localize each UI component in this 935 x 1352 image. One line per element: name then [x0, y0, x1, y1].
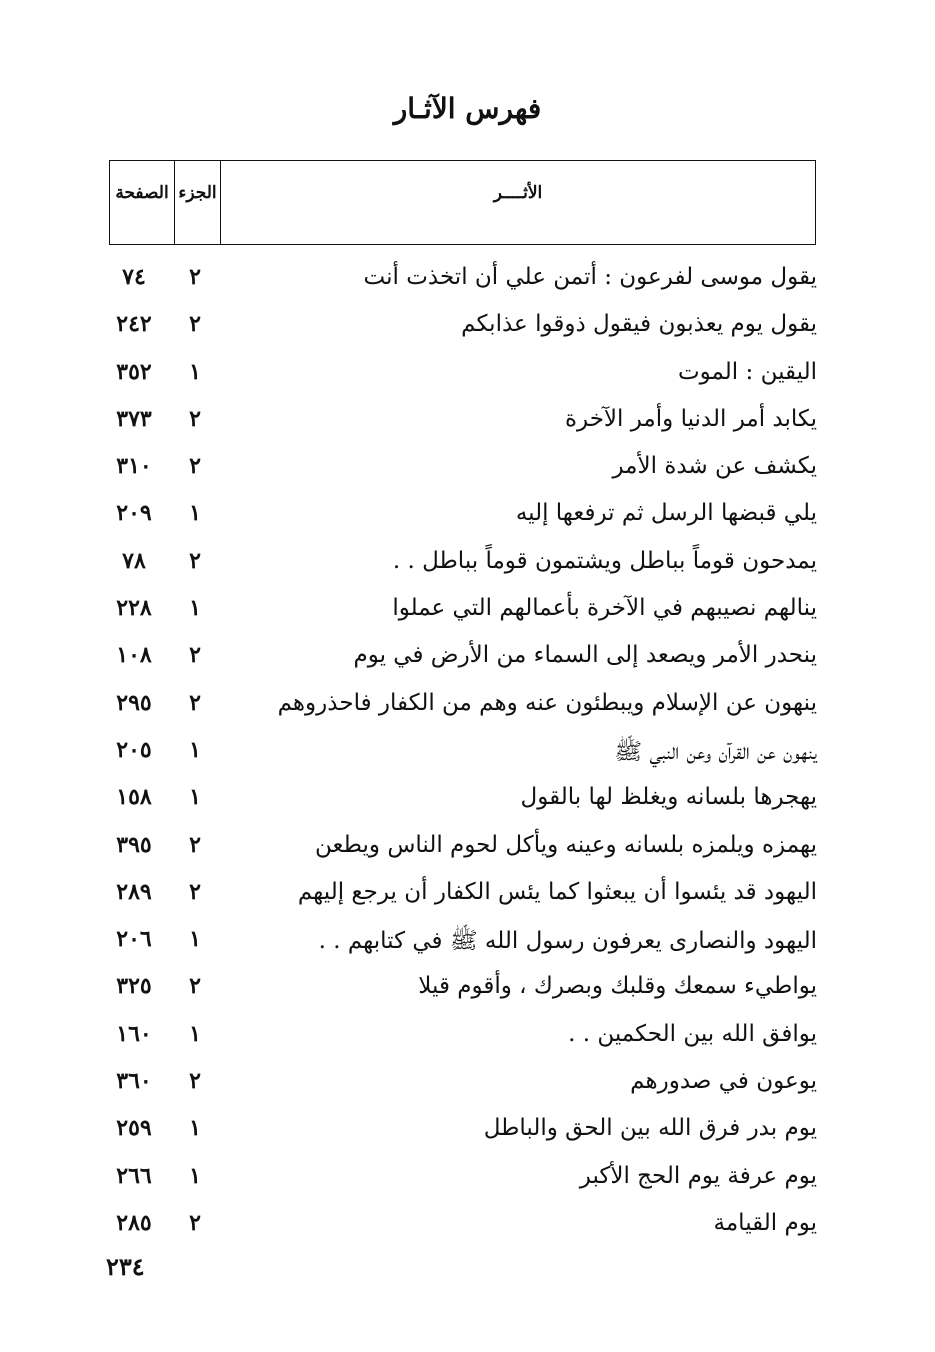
page-title: فهرس الآثـار — [393, 92, 542, 125]
page-ref: ٢٠٥ — [116, 736, 152, 763]
page-ref: ٢٥٩ — [116, 1115, 152, 1142]
juz-number: ٢ — [189, 264, 201, 290]
page-ref: ٢٠٩ — [116, 500, 152, 527]
table-row — [0, 1113, 935, 1160]
table-row — [0, 1161, 935, 1208]
table-row — [0, 262, 935, 309]
table-row — [0, 1066, 935, 1113]
athar-text: يلي قبضها الرسل ثم ترفعها إليه — [515, 500, 817, 527]
athar-text: يمدحون قوماً بباطل ويشتمون قوماً بباطل . . — [392, 547, 817, 574]
table-row — [0, 877, 935, 924]
table-row — [0, 309, 935, 356]
index-rows — [0, 262, 935, 1255]
juz-number: ٢ — [189, 1068, 201, 1095]
juz-number: ١ — [189, 926, 201, 953]
page-ref: ٣٢٥ — [116, 973, 152, 1000]
athar-text: يقول يوم يعذبون فيقول ذوقوا عذابكم — [461, 311, 817, 338]
athar-text: يهمزه ويلمزه بلسانه وعينه ويأكل لحوم الناس ويطعن — [315, 831, 817, 858]
juz-number: ١ — [189, 358, 201, 385]
table-row — [0, 593, 935, 640]
table-row — [0, 451, 935, 498]
table-row — [0, 498, 935, 545]
page-ref: ٣١٠ — [116, 453, 152, 480]
index-table-header — [109, 160, 816, 245]
table-row — [0, 735, 935, 782]
page-ref: ١٠٨ — [116, 642, 152, 669]
juz-number: ٢ — [189, 831, 201, 858]
header-page: الصفحة — [115, 183, 169, 203]
athar-text: يوم القيامة — [713, 1209, 817, 1236]
page-ref: ٢٠٦ — [116, 926, 152, 953]
page-ref: ٢٤٢ — [116, 311, 152, 338]
page-ref: ٢٦٦ — [116, 1162, 152, 1189]
juz-number: ٢ — [189, 1209, 201, 1236]
page-ref: ١٦٠ — [116, 1020, 152, 1047]
juz-number: ٢ — [189, 453, 201, 480]
header-juz: الجزء — [174, 161, 220, 244]
page-ref: ٧٤ — [122, 264, 146, 290]
table-row — [0, 971, 935, 1018]
juz-number: ٢ — [189, 405, 201, 432]
page-ref: ١٥٨ — [116, 784, 152, 811]
page-ref: ٢٨٩ — [116, 878, 152, 905]
page-number: ٢٣٤ — [106, 1252, 145, 1281]
athar-text: يهجرها بلسانه ويغلظ لها بالقول — [520, 784, 817, 811]
juz-number: ١ — [189, 1020, 201, 1047]
header-athar: الأثــــر — [220, 161, 815, 244]
page-ref: ٣٥٢ — [116, 358, 152, 385]
athar-text: ينالهم نصيبهم في الآخرة بأعمالهم التي عملوا — [392, 595, 817, 622]
page-ref: ٧٨ — [122, 547, 146, 574]
athar-text: اليهود والنصارى يعرفون رسول الله ﷺ في كتابهم . . — [318, 928, 817, 955]
athar-text: ينحدر الأمر ويصعد إلى السماء من الأرض في يوم — [353, 642, 817, 669]
table-row — [0, 1019, 935, 1066]
table-row — [0, 404, 935, 451]
juz-number: ١ — [189, 1162, 201, 1189]
table-row — [0, 1208, 935, 1255]
athar-text: اليقين : الموت — [677, 358, 817, 385]
athar-text: يكشف عن شدة الأمر — [612, 453, 817, 480]
athar-text: يوعون في صدورهم — [630, 1068, 817, 1095]
table-row — [0, 546, 935, 593]
page-ref: ٢٢٨ — [116, 595, 152, 622]
juz-number: ١ — [189, 595, 201, 622]
athar-text: يواطيء سمعك وقلبك وبصرك ، وأقوم قيلا — [418, 973, 817, 1000]
athar-text: يكابد أمر الدنيا وأمر الآخرة — [564, 405, 817, 432]
page-ref: ٣٧٣ — [116, 405, 152, 432]
juz-number: ٢ — [189, 973, 201, 1000]
athar-text: يوافق الله بين الحكمين . . — [568, 1020, 817, 1047]
juz-number: ٢ — [189, 642, 201, 669]
juz-number: ٢ — [189, 547, 201, 574]
juz-number: ١ — [189, 784, 201, 811]
juz-number: ١ — [189, 500, 201, 527]
page-ref: ٣٦٠ — [116, 1068, 152, 1095]
juz-number: ٢ — [189, 689, 201, 716]
athar-text: يوم عرفة يوم الحج الأكبر — [579, 1162, 817, 1189]
athar-text: يقول موسى لفرعون : أتمن علي أن اتخذت أنت — [363, 264, 817, 290]
athar-text: اليهود قد يئسوا أن يبعثوا كما يئس الكفار أن يرجع إليهم — [297, 878, 817, 905]
page-ref: ٢٩٥ — [116, 689, 152, 716]
juz-number: ١ — [189, 736, 201, 763]
athar-text: يوم بدر فرق الله بين الحق والباطل — [483, 1115, 817, 1142]
page-ref: ٣٩٥ — [116, 831, 152, 858]
table-row — [0, 640, 935, 687]
juz-number: ١ — [189, 1115, 201, 1142]
page-ref: ٢٨٥ — [116, 1209, 152, 1236]
table-row — [0, 830, 935, 877]
table-row — [0, 782, 935, 829]
table-row — [0, 688, 935, 735]
athar-text: ينهون عن الإسلام ويبطئون عنه وهم من الكفار فاحذروهم — [277, 689, 817, 716]
juz-number: ٢ — [189, 878, 201, 905]
athar-text: ينهون عن القرآن وعن النبي ﷺ — [614, 738, 817, 765]
table-row — [0, 357, 935, 404]
table-row — [0, 924, 935, 971]
juz-number: ٢ — [189, 311, 201, 338]
